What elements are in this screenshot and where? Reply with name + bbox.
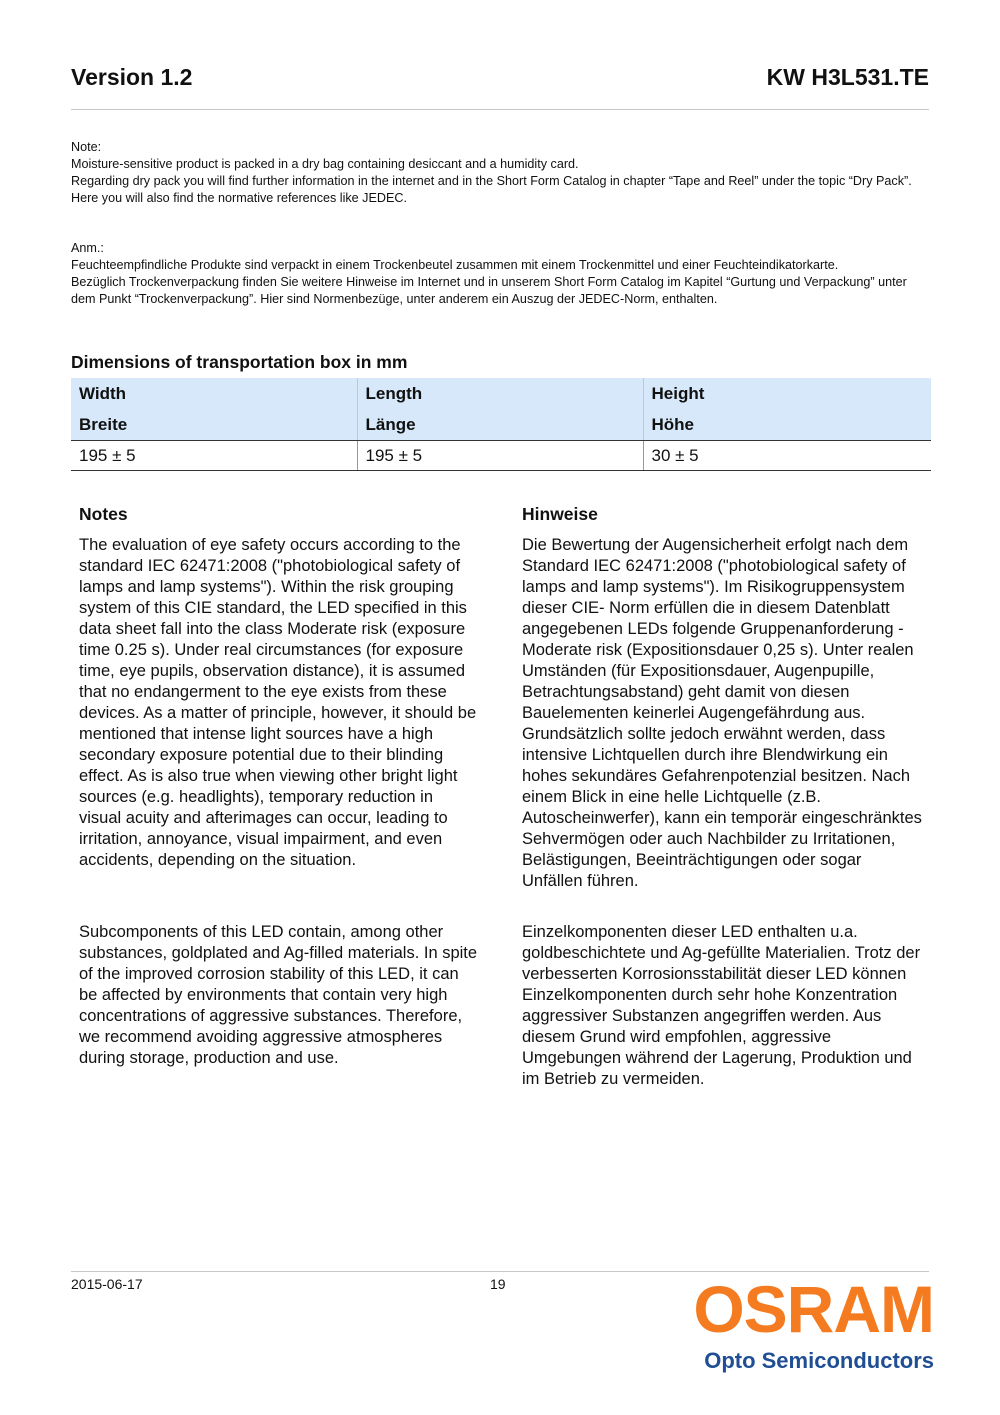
note-english-line1: Moisture-sensitive product is packed in a dry bag containing desiccant and a humidity card. [71,157,579,171]
table-row [71,441,931,471]
notes-german-column [522,503,922,1088]
note-german-line1: Feuchteempfindliche Produkte sind verpackt in einem Trockenbeutel zusammen mit einem Trockenmittel und einer Feuchteindikatorkarte. [71,258,839,272]
augensicherheit-paragraph: Die Bewertung der Augensicherheit erfolgt nach dem Standard IEC 62471:2008 ("photobiological safety of lamps and lamp systems"). Im Risikogruppensystem dieser CIE- Norm erfüllen die in diesem Datenblatt angegebenen LEDs folgende Gruppenanforderung - Moderate risk (Expositionsdauer 0,25 s). Unter realen Umständen (für Expositionsdauer, Augenpupille, Betrachtungsabstand) geht damit von diesen Bauelementen keinerlei Augengefährdung aus. Grundsätzlich sollte jedoch erwähnt werden, dass intensive Lichtquellen durch ihre Blendwirkung ein hohes sekundäres Gefahrenpotenzial besitzen. Nach einem Blick in eine helle Lichtquelle (z.B. Autoscheinwerfer), kann ein temporär eingeschränktes Sehvermögen oder auch Nachbilder zu Irritationen, Belästigungen, Beeinträchtigungen oder sogar Unfällen führen. [522,536,922,890]
osram-logo [693,1272,934,1374]
product-name: KW H3L531.TE [766,64,929,90]
note-german-line2: Bezüglich Trockenverpackung finden Sie weitere Hinweise im Internet und in unserem Short Form Catalog im Kapitel “Gurtung und Verpackung” unter dem Punkt “Trockenverpackung”. Hier sind Normenbezüge, unter anderem ein Auszug der JEDEC-Norm, enthalten. [71,275,907,306]
note-english-line2: Regarding dry pack you will find further information in the internet and in the Short Form Catalog in chapter “Tape and Reel” under the topic “Dry Pack”. Here you will also find the normative references like JEDEC. [71,174,912,205]
header-laenge: Länge [357,409,643,441]
footer-date: 2015-06-17 [71,1276,143,1292]
value-width: 195 ± 5 [71,441,357,471]
header-length: Length [357,378,643,409]
notes-heading: Notes [79,504,128,524]
document-version: Version 1.2 [71,64,193,90]
table-header-row-en [71,378,931,409]
note-english [71,139,931,207]
dimensions-title: Dimensions of transportation box in mm [71,352,408,372]
table-header-row-de [71,409,931,441]
value-length: 195 ± 5 [357,441,643,471]
header-width: Width [71,378,357,409]
subcomponents-paragraph: Subcomponents of this LED contain, among other substances, goldplated and Ag-filled materials. In spite of the improved corrosion stability of this LED, it can be affected by environments that contain very high concentrations of aggressive substances. Therefore, we recommend avoiding aggressive atmospheres during storage, production and use. [79,923,478,1067]
page-number: 19 [490,1276,506,1292]
header-height: Height [643,378,931,409]
value-height: 30 ± 5 [643,441,931,471]
note-german [71,240,931,308]
header-hoehe: Höhe [643,409,931,441]
hinweise-heading: Hinweise [522,504,598,524]
header-breite: Breite [71,409,357,441]
logo-wordmark: OSRAM [693,1272,934,1346]
eye-safety-paragraph: The evaluation of eye safety occurs according to the standard IEC 62471:2008 ("photobiological safety of lamps and lamp systems"). Within the risk grouping system of this CIE standard, the LED specified in this data sheet fall into the class Moderate risk (exposure time 0.25 s). Under real circumstances (for exposure time, eye pupils, observation distance), it is assumed that no endangerment to the eye exists from these devices. As a matter of principle, however, it should be mentioned that intense light sources have a high secondary exposure potential due to their blinding effect. As is also true when viewing other bright light sources (e.g. headlights), temporary reduction in visual acuity and afterimages can occur, leading to irritation, annoyance, visual impairment, and even accidents, depending on the situation. [79,536,477,869]
dimensions-table [71,378,931,471]
header-divider [71,109,929,110]
logo-subtitle: Opto Semiconductors [704,1348,934,1373]
einzelkomponenten-paragraph: Einzelkomponenten dieser LED enthalten u.a. goldbeschichtete und Ag-gefüllte Materialien. Trotz der verbesserten Korrosionsstabilität dieser LED können Einzelkomponenten durch sehr hohe Konzentration aggressiver Substanzen angegriffen werden. Aus diesem Grund wird empfohlen, aggressive Umgebungen während der Lagerung, Produktion und im Betrieb zu vermeiden. [522,923,921,1088]
note-german-label: Anm.: [71,241,104,255]
notes-english-column [79,503,479,1067]
note-english-label: Note: [71,140,102,154]
